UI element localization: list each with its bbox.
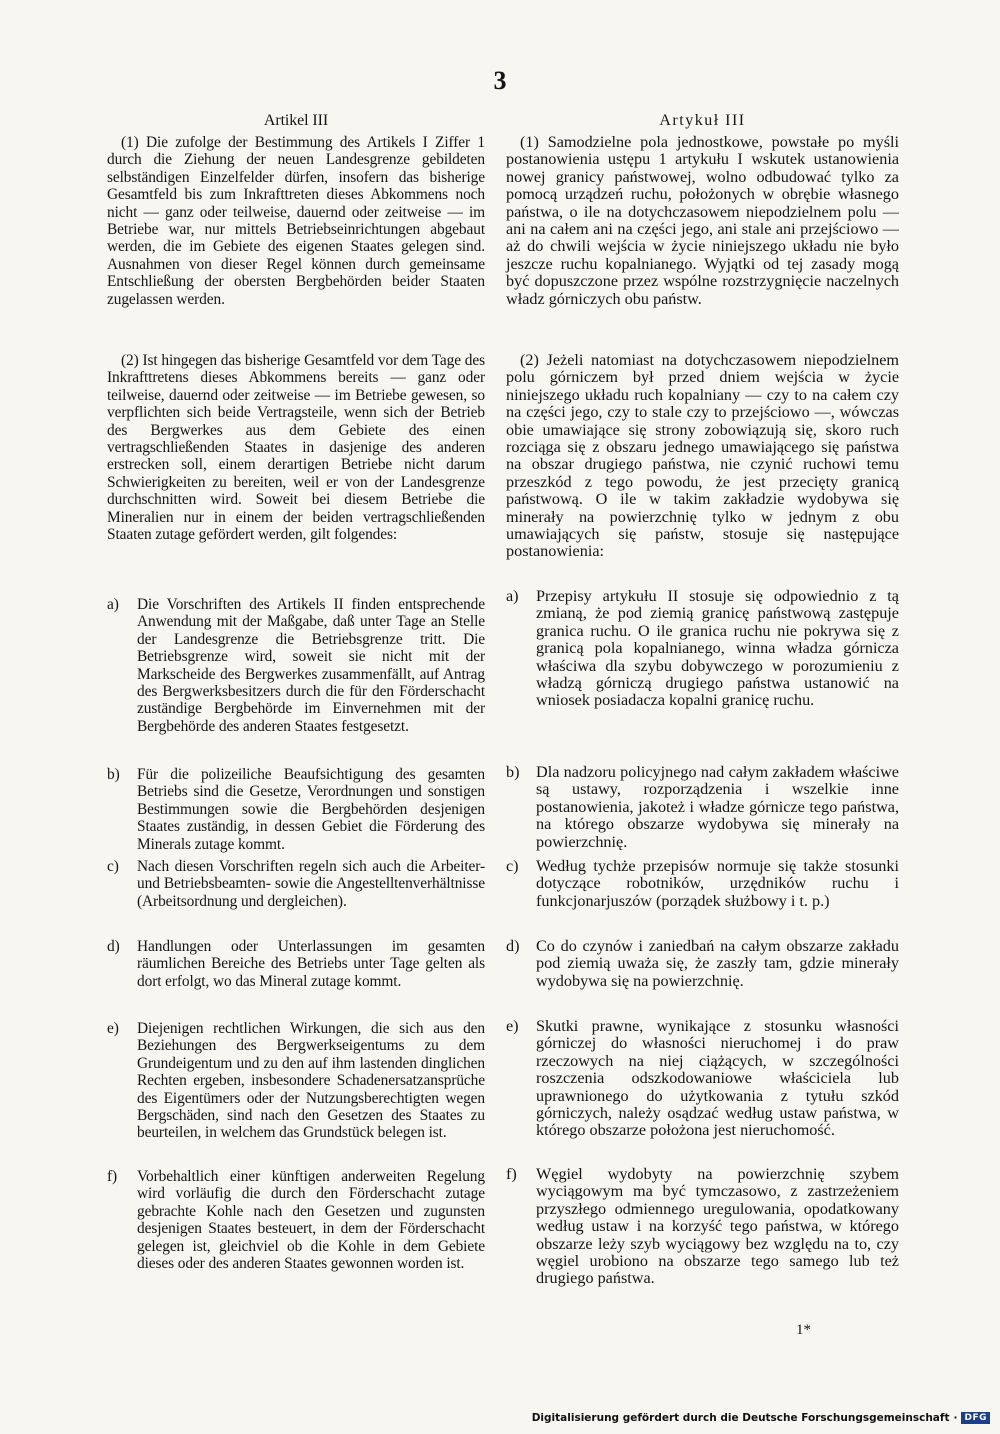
item-marker: d)	[107, 938, 120, 955]
item-text: Przepisy artykułu II stosuje się odpowiednio z tą zmianą, że pod ziemią granicę państwową zastępuje granica ruchu. O ile granica ruchu nie pokrywa się z granicą pola kopalnianego, winna władza górnicza właściwa dla szybu dobywczego w porozumieniu z władzą górniczą drugiego państwa ustanowić na wniosek posiadacza kopalni granicę ruchu.	[536, 587, 899, 710]
polish-paragraph-2: (2) Jeżeli natomiast na dotychczasowem niepodzielnem polu górniczem był przed dniem wejścia w życie niniejszego układu ruch kopalniany — czy to na całem czy na części jego, czy to stale czy to przejściowo —, wówczas obie umawiające się strony zobowiązują się, skoro ruch rozciąga się z obszaru jednego umawiającego się państwa na obszar drugiego państwa, nie czynić ruchowi temu przeszkód z tego powodu, że jest przecięty granicą państwową. O ile w takim zakładzie wydobywa się minerały na powierzchnię tylko w jednym z obu umawiających się państw, stosuje się następujące postanowienia:	[506, 351, 899, 561]
polish-item-f	[506, 1166, 899, 1288]
polish-paragraph-1: (1) Samodzielne pola jednostkowe, powstałe po myśli postanowienia ustępu 1 artykułu I wskutek ustanowienia nowej granicy państwowej, wolno odbudować tylko za pomocą urządzeń ruchu, położonych w obrębie własnego państwa, o ile na dotychczasowem niepodzielnem polu — ani na całem ani na części jego, ani stale ani przejściowo — aż do chwili wejścia w życie niniejszego układu nie było jeszcze ruchu kopalnianego. Wyjątki od tej zasady mogą być dopuszczone przez wspólne rozstrzygnięcie naczelnych władz górniczych obu państw.	[506, 133, 899, 308]
german-paragraph-1: (1) Die zufolge der Bestimmung des Artikels I Ziffer 1 durch die Ziehung der neuen Landesgrenze gebildeten selbständigen Einzelfelder dürfen, insofern das bisherige Gesamtfeld bis zum Inkrafttreten dieses Abkommens noch nicht — ganz oder teilweise, dauernd oder zeitweise — im Betriebe war, nur mittels Betriebseinrichtungen abgebaut werden, die im Gebiete des eigenen Staates gelegen sind. Ausnahmen von dieser Regel können durch gemeinsame Entschließung der obersten Bergbehörden beider Staaten zugelassen werden.	[107, 134, 485, 308]
item-text: Według tychże przepisów normuje się także stosunki dotyczące robotników, urzędników ruchu i funkcjonarjuszów (porządek służbowy i t. p.)	[536, 857, 899, 910]
polish-item-c	[506, 858, 899, 910]
polish-article-title: Artykuł III	[659, 112, 746, 129]
german-column	[107, 112, 485, 1273]
item-marker: c)	[107, 858, 119, 875]
item-marker: d)	[506, 937, 520, 955]
footer-text: Digitalisierung gefördert durch die Deutsche Forschungsgemeinschaft	[531, 1412, 950, 1424]
item-marker: e)	[107, 1020, 119, 1037]
german-paragraph-2: (2) Ist hingegen das bisherige Gesamtfeld vor dem Tage des Inkrafttretens dieses Abkommens bereits — ganz oder teilweise, dauernd oder zeitweise — im Betriebe gewesen, so verpflichten sich beide Vertragsteile, wenn sich der Betrieb des Bergwerkes aus dem Gebiete des einen vertragschließenden Staates in dasjenige des anderen erstrecken soll, einem derartigen Betriebe nicht darum Schwierigkeiten zu bereiten, weil er von der Landesgrenze durchschnitten wird. Soweit bei diesem Betriebe die Mineralien nur in einem der beiden vertragschließenden Staaten zutage gefördert werden, gilt folgendes:	[107, 352, 485, 544]
item-text: Für die polizeiliche Beaufsichtigung des gesamten Betriebs sind die Gesetze, Verordnungen und sonstigen Bestimmungen sowie die Bergbehörden desjenigen Staates zuständig, in dessen Gebiet die Förderung des Minerals zutage kommt.	[137, 766, 485, 853]
item-marker: a)	[506, 587, 519, 605]
german-item-a	[107, 596, 485, 735]
polish-item-a	[506, 588, 899, 710]
page-number: 3	[493, 66, 507, 95]
item-text: Nach diesen Vorschriften regeln sich auch die Arbeiter- und Betriebsbeamten- sowie die Angestelltenverhältnisse (Arbeitsordnung und dergleichen).	[137, 858, 485, 910]
item-marker: b)	[506, 763, 520, 781]
item-text: Dla nadzoru policyjnego nad całym zakładem właściwe są ustawy, rozporządzenia i wszelkie inne postanowienia, jakoteż i władze górnicze tego państwa, na którego obszarze wydobywa się minerały na powierzchnię.	[536, 763, 899, 851]
item-text: Diejenigen rechtlichen Wirkungen, die sich aus den Beziehungen des Bergwerkseigentums zu dem Grundeigentum und zu den auf ihm lastenden dinglichen Rechten ergeben, insbesondere Schadenersatzansprüche des Eigentümers oder der Nutzungsberechtigten wegen Bergschäden, sind nach den Gesetzen des Staates zu beurteilen, in welchem das Grundstück belegen ist.	[137, 1020, 485, 1142]
german-item-f	[107, 1168, 485, 1272]
dfg-logo-icon: DFG	[961, 1412, 990, 1424]
item-marker: f)	[506, 1165, 517, 1183]
footer-separator: ·	[953, 1412, 958, 1424]
polish-item-d	[506, 938, 899, 990]
item-text: Die Vorschriften des Artikels II finden entsprechende Anwendung mit der Maßgabe, daß unter Tage an Stelle der Landesgrenze die Betriebsgrenze tritt. Die Betriebsgrenze wird, soweit sie nicht mit der Markscheide des Bergwerkes zusammenfällt, auf Antrag des Bergwerksbesitzers durch die für den Förderschacht zuständige Bergbehörde im Einvernehmen mit der Bergbehörde des anderen Staates festgesetzt.	[137, 596, 485, 735]
item-text: Vorbehaltlich einer künftigen anderweiten Regelung wird vorläufig die durch den Förderschacht zutage gebrachte Kohle nach den Gesetzen und zugunsten desjenigen Staates besteuert, in dem der Förderschacht gelegen ist, gleichviel ob die Kohle in dem Gebiete dieses oder des anderen Staates gewonnen worden ist.	[137, 1168, 485, 1273]
item-marker: b)	[107, 766, 120, 783]
item-marker: e)	[506, 1017, 519, 1035]
item-text: Skutki prawne, wynikające z stosunku własności górniczej do własności nieruchomej i do praw rzeczowych na niej ciążących, w szczególności roszczenia odszkodowaniowe właściciela lub uprawnionego do użytkowania z tytułu szkód górniczych, należy osądzać według ustaw państwa, w którego obszarze położona jest nieruchomość.	[536, 1017, 899, 1140]
item-marker: c)	[506, 857, 519, 875]
item-marker: f)	[107, 1168, 118, 1185]
polish-column	[506, 112, 899, 1288]
polish-item-b	[506, 764, 899, 851]
german-item-e	[107, 1020, 485, 1142]
footnote-mark: 1*	[796, 1322, 811, 1338]
german-item-d	[107, 938, 485, 990]
item-marker: a)	[107, 596, 119, 613]
item-text: Co do czynów i zaniedbań na całym obszarze zakładu pod ziemią uważa się, że zaszły tam, gdzie minerały wydobywa się na powierzchnię.	[536, 937, 899, 990]
german-item-c	[107, 858, 485, 910]
german-article-title: Artikel III	[263, 112, 329, 129]
polish-item-e	[506, 1018, 899, 1140]
item-text: Handlungen oder Unterlassungen im gesamten räumlichen Bereiche des Betriebs unter Tage gelten als dort erfolgt, wo das Mineral zutage kommt.	[137, 938, 485, 990]
item-text: Węgiel wydobyty na powierzchnię szybem wyciągowym ma być tymczasowo, z zastrzeżeniem przyszłego odmiennego uregulowania, opodatkowany według ustaw i na korzyść tego państwa, w którego obszarze leży szyb wyciągowy bez względu na to, czy węgiel urobiono na obszarze tego samego lub też drugiego państwa.	[536, 1165, 899, 1288]
german-item-b	[107, 766, 485, 853]
digitization-footer	[532, 1412, 990, 1424]
